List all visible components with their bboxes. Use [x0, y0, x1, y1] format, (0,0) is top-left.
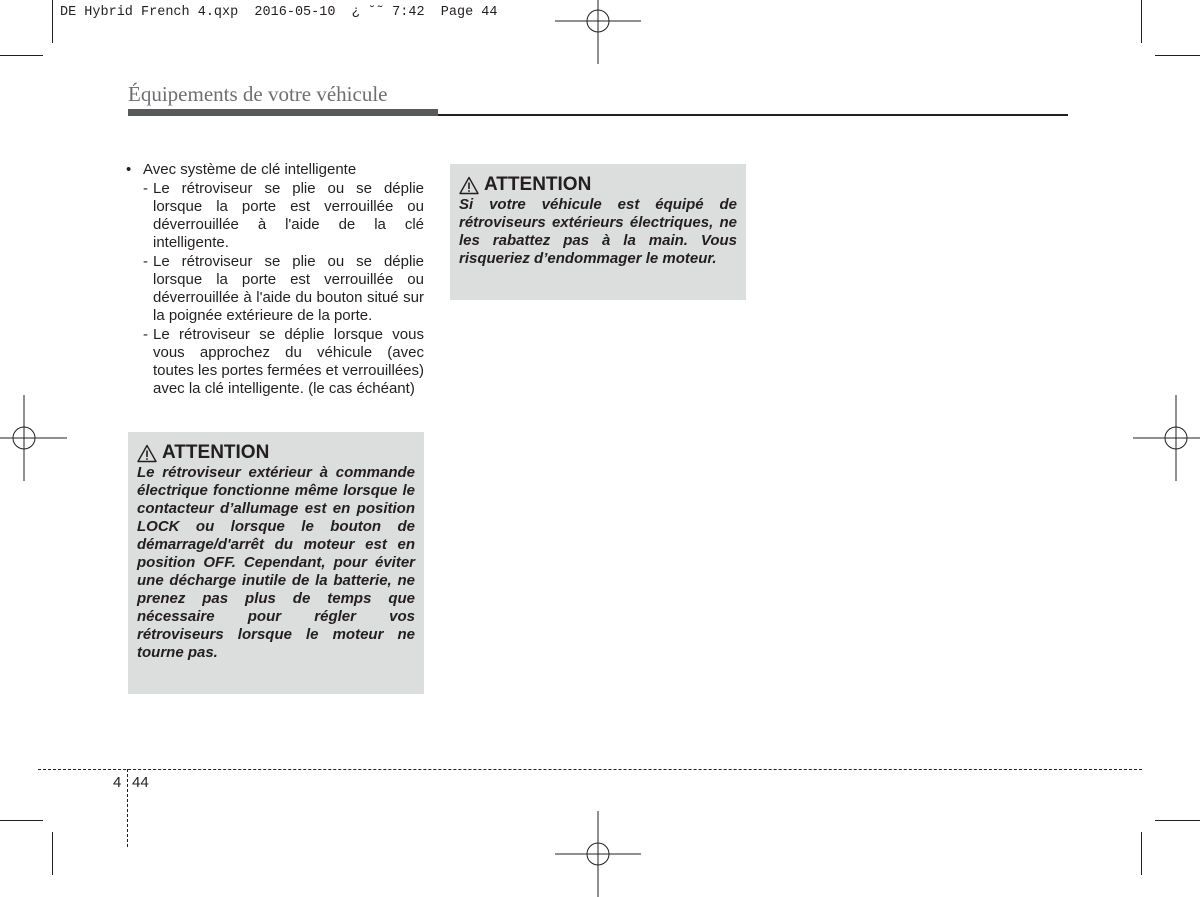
- bullet-text: Avec système de clé intelligente: [143, 161, 357, 178]
- bullet-mark: •: [126, 161, 132, 178]
- attention-box-left: [128, 432, 424, 694]
- footer-divider: [127, 769, 128, 847]
- warning-triangle-icon: [459, 176, 479, 195]
- attention-box-right: [450, 164, 746, 300]
- print-slug: DE Hybrid French 4.qxp 2016-05-10 ¿ ˘˜ 7:42 Page 44: [60, 5, 498, 20]
- list-item-text: Le rétroviseur se déplie lorsque vous vous approchez du véhicule (avec toutes les portes fermées et verrouillées) avec la clé intelligente. (le cas échéant): [153, 326, 424, 397]
- attention-title: ATTENTION: [162, 442, 270, 463]
- dash-mark: -: [143, 253, 148, 270]
- registration-mark-right: [1133, 395, 1200, 481]
- dash-mark: -: [143, 326, 148, 343]
- registration-mark-left: [0, 395, 67, 481]
- attention-heading: [137, 442, 415, 464]
- dash-mark: -: [143, 180, 148, 197]
- attention-heading: [459, 174, 737, 196]
- list-item-text: Le rétroviseur se plie ou se déplie lorsque la porte est verrouillée ou déverrouillée à l'aide du bouton situé sur la poignée extérieure de la porte.: [153, 253, 424, 324]
- section-title: Équipements de votre véhicule: [128, 82, 388, 106]
- list-bullet: [126, 161, 424, 179]
- list-item: [126, 253, 424, 325]
- list-item: [126, 180, 424, 252]
- registration-mark-top: [555, 0, 641, 64]
- attention-text: Si votre véhicule est équipé de rétroviseurs extérieurs électriques, ne les rabattez pas à la main. Vous risqueriez d’endommager le moteur.: [459, 196, 737, 267]
- footer-rule: [38, 769, 1142, 770]
- attention-title: ATTENTION: [484, 174, 592, 195]
- attention-text: Le rétroviseur extérieur à commande électrique fonctionne même lorsque le contacteur d’allumage est en position LOCK ou lorsque le bouton de démarrage/d'arrêt du moteur est en position OFF. Cependant, pour éviter une décharge inutile de la batterie, ne prenez pas plus de temps que nécessaire pour régler vos rétroviseurs lorsque le moteur ne tourne pas.: [137, 464, 415, 661]
- registration-mark-bottom: [555, 811, 641, 897]
- feature-list: [126, 161, 424, 398]
- warning-triangle-icon: [137, 444, 157, 463]
- list-item: [126, 326, 424, 398]
- page-number: 44: [132, 774, 149, 791]
- list-item-text: Le rétroviseur se plie ou se déplie lorsque la porte est verrouillée ou déverrouillée à l'aide de la clé intelligente.: [153, 180, 424, 251]
- header-rule-accent: [128, 109, 438, 116]
- chapter-number: 4: [113, 774, 122, 791]
